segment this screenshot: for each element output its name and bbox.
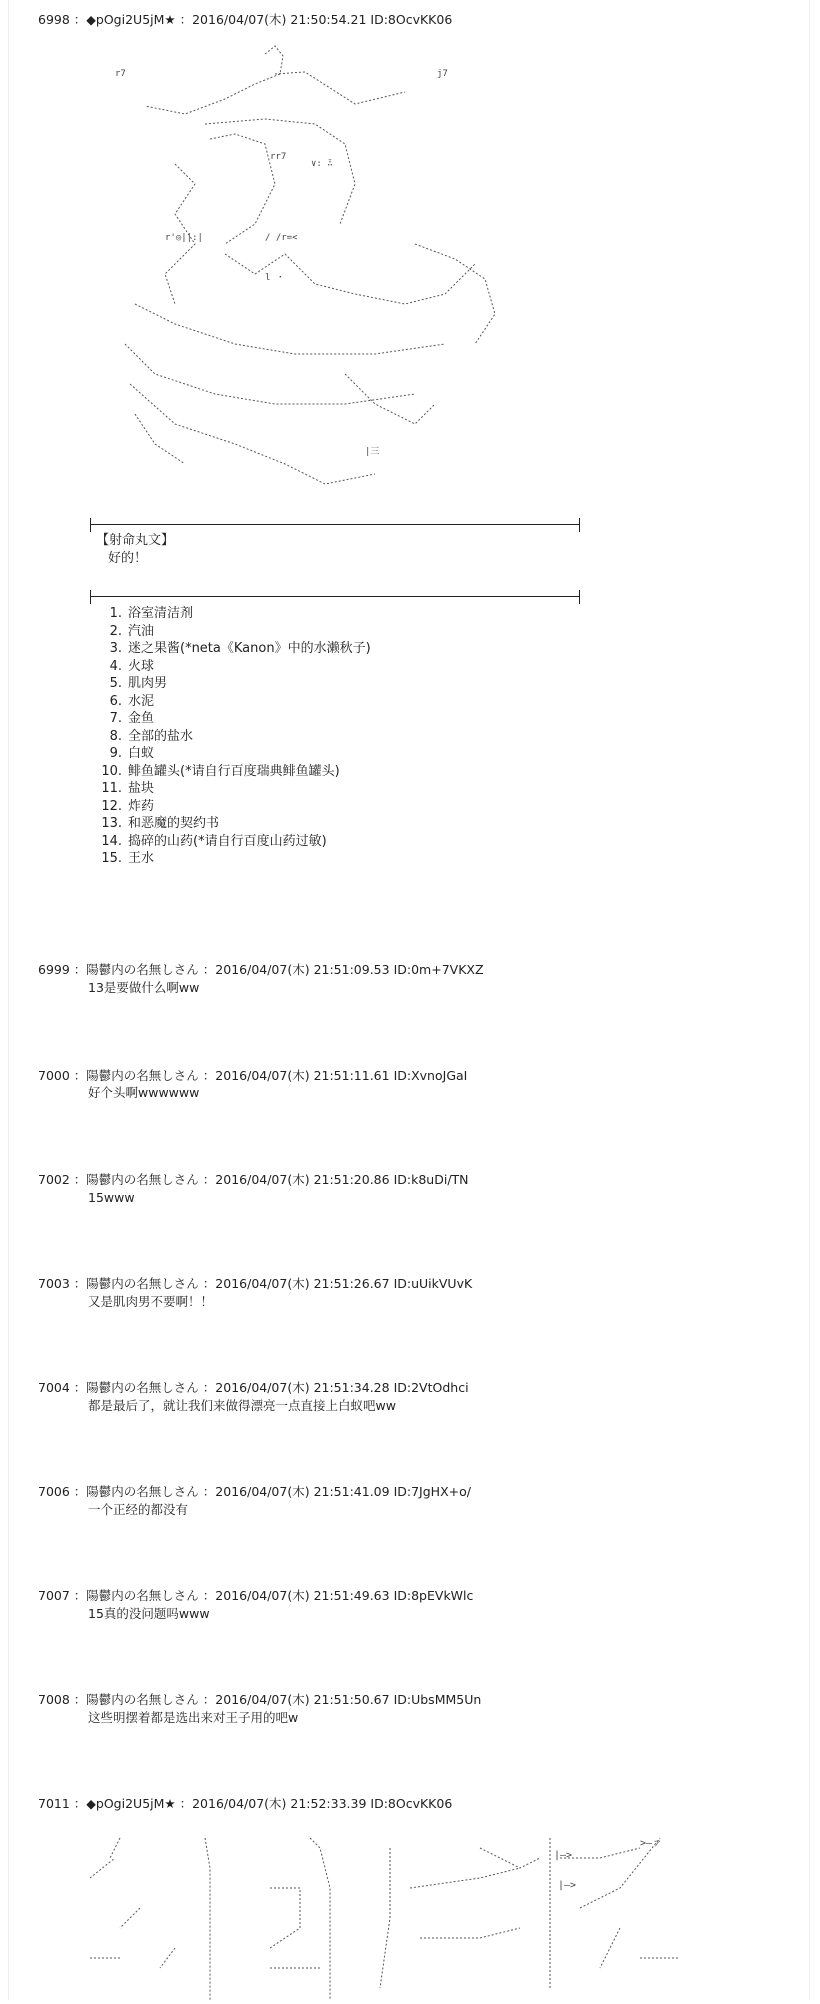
divider-cap-right: [579, 590, 580, 604]
svg-text:r7: r7: [115, 69, 126, 79]
list-item: 4. 火球: [109, 658, 155, 674]
ascii-art-figure: [115, 44, 515, 494]
post-header-7011: 7011 ：◆pOgi2U5jM★ ：2016/04/07(木) 21:52:33.39 ID:8OcvKK06: [38, 1796, 453, 1811]
post-body-6999: 13是要做什么啊ww: [88, 980, 200, 995]
post-body-7008: 这些明摆着都是选出来对王子用的吧w: [88, 1710, 299, 1725]
ascii-art-figure-2: [80, 1828, 700, 2000]
poster-id[interactable]: ID:8OcvKK06: [370, 12, 453, 27]
list-item: 15. 王水: [101, 851, 155, 866]
post-number[interactable]: 7011: [38, 1796, 70, 1811]
post-datetime: 2016/04/07(木) 21:51:50.67: [215, 1692, 390, 1707]
post-number[interactable]: 6999: [38, 962, 70, 977]
post-datetime: 2016/04/07(木) 21:51:11.61: [215, 1068, 390, 1083]
list-item: 14. 捣碎的山药(*请自行百度山药过敏): [101, 833, 327, 849]
list-item: 7. 金鱼: [109, 711, 155, 726]
list-item: 9. 白蚁: [109, 746, 155, 761]
post-header-7004: 7004 ：陽鬱内の名無しさん ：2016/04/07(木) 21:51:34.28 ID:2VtOdhci: [38, 1380, 469, 1395]
list-item: 2. 汽油: [109, 623, 155, 639]
poster-name: 陽鬱内の名無しさん: [86, 1692, 199, 1707]
poster-id[interactable]: ID:8pEVkWlc: [393, 1588, 474, 1603]
speech-text: 好的！: [108, 551, 148, 566]
poster-name: 陽鬱内の名無しさん: [86, 1484, 199, 1499]
list-item: 1. 浴室清洁剂: [109, 606, 194, 621]
poster-id[interactable]: ID:0m+7VKXZ: [393, 962, 484, 977]
list-item: 6. 水泥: [109, 693, 155, 709]
poster-name: 陽鬱内の名無しさん: [86, 1172, 199, 1187]
divider-bottom: [90, 590, 580, 604]
poster-id[interactable]: ID:k8uDi/TN: [393, 1172, 469, 1187]
speaker-label: 【射命丸文】: [96, 533, 175, 548]
svg-text:j7: j7: [437, 69, 448, 79]
poster-id[interactable]: ID:2VtOdhci: [393, 1380, 469, 1395]
list-item: 8. 全部的盐水: [109, 728, 194, 744]
poster-id[interactable]: ID:8OcvKK06: [370, 1796, 453, 1811]
poster-name: 陽鬱内の名無しさん: [86, 1276, 199, 1291]
post-header-6999: 6999 ：陽鬱内の名無しさん ：2016/04/07(木) 21:51:09.53 ID:0m+7VKXZ: [38, 962, 484, 977]
svg-text:∨: ̄∴: ∨: ̄∴: [311, 159, 333, 169]
list-item: 13. 和恶魔的契约书: [101, 816, 220, 831]
svg-text:>—ァ: >—ァ: [640, 1838, 663, 1849]
post-header-6998: 6998 ：◆pOgi2U5jM★ ：2016/04/07(木) 21:50:54.21 ID:8OcvKK06: [38, 12, 453, 27]
post-datetime: 2016/04/07(木) 21:50:54.21: [192, 12, 367, 27]
post-number[interactable]: 7002: [38, 1172, 70, 1187]
list-item: 10. 鲱鱼罐头(*请自行百度瑞典鲱鱼罐头): [101, 763, 340, 779]
list-item: 5. 肌肉男: [109, 676, 168, 691]
post-body-7003: 又是肌肉男不要啊！！: [88, 1294, 214, 1309]
poster-id[interactable]: ID:7JgHX+o/: [393, 1484, 471, 1499]
svg-text:l ・: l ・: [265, 273, 285, 283]
poster-name: ◆pOgi2U5jM★: [86, 1796, 176, 1811]
post-body-7002: 15www: [88, 1190, 135, 1205]
poster-id[interactable]: ID:XvnoJGaI: [393, 1068, 468, 1083]
poster-name: 陽鬱内の名無しさん: [86, 1588, 199, 1603]
ascii-art-drawing: [115, 44, 515, 494]
post-datetime: 2016/04/07(木) 21:51:49.63: [215, 1588, 390, 1603]
poster-id[interactable]: ID:uUikVUvK: [393, 1276, 473, 1291]
list-item: 3. 迷之果酱(*neta《Kanon》中的水濑秋子): [109, 641, 371, 656]
post-header-7003: 7003 ：陽鬱内の名無しさん ：2016/04/07(木) 21:51:26.67 ID:uUikVUvK: [38, 1276, 473, 1291]
post-datetime: 2016/04/07(木) 21:51:09.53: [215, 962, 390, 977]
divider-cap-left: [90, 590, 91, 604]
divider-top: [90, 518, 580, 532]
poster-name: ◆pOgi2U5jM★: [86, 12, 176, 27]
post-number[interactable]: 7000: [38, 1068, 70, 1083]
svg-text:rr7: rr7: [270, 152, 287, 162]
post-header-7007: 7007 ：陽鬱内の名無しさん ：2016/04/07(木) 21:51:49.63 ID:8pEVkWlc: [38, 1588, 474, 1603]
divider-cap-left: [90, 518, 91, 532]
divider-line: [90, 524, 580, 525]
post-number[interactable]: 7007: [38, 1588, 70, 1603]
poster-id[interactable]: ID:UbsMM5Un: [393, 1692, 482, 1707]
divider-cap-right: [579, 518, 580, 532]
post-datetime: 2016/04/07(木) 21:51:34.28: [215, 1380, 390, 1395]
post-body-7000: 好个头啊wwwwww: [88, 1085, 200, 1100]
post-header-7002: 7002 ：陽鬱内の名無しさん ：2016/04/07(木) 21:51:20.86 ID:k8uDi/TN: [38, 1172, 469, 1187]
post-datetime: 2016/04/07(木) 21:51:20.86: [215, 1172, 390, 1187]
poster-name: 陽鬱内の名無しさん: [86, 1068, 199, 1083]
choice-list: [96, 605, 371, 868]
post-number[interactable]: 7006: [38, 1484, 70, 1499]
svg-text:|—>: |—>: [558, 1880, 577, 1891]
ascii-art-drawing-2: [80, 1828, 700, 2000]
divider-line: [90, 596, 580, 597]
post-body-7006: 一个正经的都没有: [88, 1502, 189, 1517]
post-number[interactable]: 7004: [38, 1380, 70, 1395]
post-datetime: 2016/04/07(木) 21:51:41.09: [215, 1484, 390, 1499]
post-header-7006: 7006 ：陽鬱内の名無しさん ：2016/04/07(木) 21:51:41.09 ID:7JgHX+o/: [38, 1484, 471, 1499]
post-number[interactable]: 7008: [38, 1692, 70, 1707]
post-header-7000: 7000 ：陽鬱内の名無しさん ：2016/04/07(木) 21:51:11.61 ID:XvnoJGaI: [38, 1068, 468, 1083]
svg-text:|三: |三: [365, 447, 380, 457]
poster-name: 陽鬱内の名無しさん: [86, 1380, 199, 1395]
post-number[interactable]: 6998: [38, 12, 70, 27]
list-item: 12. 炸药: [101, 798, 155, 814]
post-body-7004: 都是最后了，就让我们来做得漂亮一点直接上白蚁吧ww: [88, 1398, 396, 1413]
poster-name: 陽鬱内の名無しさん: [86, 962, 199, 977]
post-body-7007: 15真的没问题吗www: [88, 1606, 210, 1621]
list-item: 11. 盐块: [101, 781, 155, 796]
post-number[interactable]: 7003: [38, 1276, 70, 1291]
svg-text:r'◎||:|: r'◎||:|: [165, 233, 203, 243]
post-header-7008: 7008 ：陽鬱内の名無しさん ：2016/04/07(木) 21:51:50.67 ID:UbsMM5Un: [38, 1692, 482, 1707]
svg-text:/ /r=<: / /r=<: [265, 233, 298, 243]
post-datetime: 2016/04/07(木) 21:52:33.39: [192, 1796, 367, 1811]
post-datetime: 2016/04/07(木) 21:51:26.67: [215, 1276, 390, 1291]
svg-text:|—>: |—>: [554, 1850, 573, 1861]
